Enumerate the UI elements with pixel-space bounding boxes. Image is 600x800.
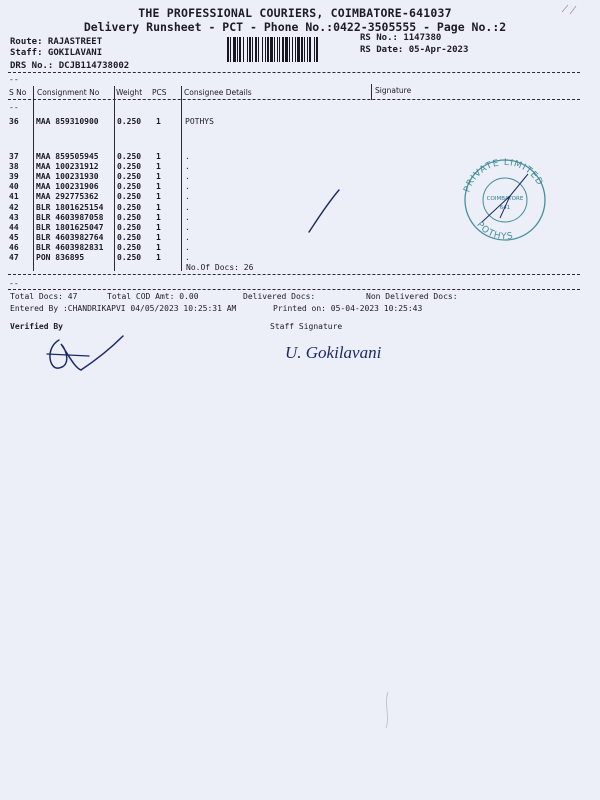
barcode-bar bbox=[230, 37, 231, 62]
row-consignment: MAA 100231912 bbox=[36, 162, 99, 172]
row-consignee: . bbox=[185, 212, 190, 222]
delivered-docs: Delivered Docs: bbox=[243, 292, 316, 301]
row-consignee: . bbox=[185, 253, 190, 262]
row-consignment: MAA 100231906 bbox=[36, 182, 99, 192]
row-weight: 0.250 bbox=[117, 172, 142, 182]
col-consignee: Consignee Details bbox=[184, 88, 252, 97]
row-pcs: 1 bbox=[156, 117, 161, 126]
row-sno: 41 bbox=[9, 192, 19, 202]
barcode-bar bbox=[309, 37, 311, 62]
non-delivered-docs: Non Delivered Docs: bbox=[366, 292, 458, 301]
row-consignment: PON 836895 bbox=[36, 253, 85, 262]
row-consignment: BLR 4603987058 bbox=[36, 212, 104, 222]
row-pcs: 1 bbox=[156, 253, 161, 262]
barcode-bar bbox=[297, 37, 300, 62]
runsheet-title: Delivery Runsheet - PCT - Phone No.:0422-3505555 - Page No.:2 bbox=[83, 20, 507, 34]
barcode-bar bbox=[233, 37, 236, 62]
row-pcs: 1 bbox=[156, 242, 161, 252]
rs-date: RS Date: 05-Apr-2023 bbox=[360, 45, 469, 55]
table-rule bbox=[114, 86, 115, 271]
staff-signature-label: Staff Signature bbox=[270, 322, 343, 331]
row-pcs: 1 bbox=[156, 232, 161, 242]
row-consignment: BLR 1801625154 bbox=[36, 202, 104, 212]
divider bbox=[8, 274, 580, 275]
seal-city: COIMBATORE bbox=[486, 196, 524, 202]
barcode-bar bbox=[227, 37, 229, 62]
row-sno: 47 bbox=[9, 253, 19, 262]
row-pcs: 1 bbox=[156, 172, 161, 182]
company-seal-icon bbox=[450, 152, 560, 242]
row-consignee: . bbox=[185, 182, 190, 192]
barcode-bar bbox=[267, 37, 269, 62]
svg-text:PRIVATE LIMITED bbox=[462, 158, 544, 194]
barcode-bar bbox=[301, 37, 303, 62]
row-consignee: . bbox=[185, 232, 190, 242]
svg-text:POTHYS bbox=[474, 220, 514, 242]
staff-label: Staff: GOKILAVANI bbox=[10, 48, 103, 58]
row-consignee: . bbox=[185, 192, 190, 202]
barcode-bar bbox=[258, 37, 259, 62]
staff-signature-icon bbox=[285, 336, 425, 366]
barcode-bar bbox=[249, 37, 251, 62]
row-sno: 45 bbox=[9, 232, 19, 242]
dash-mark: -- bbox=[9, 279, 19, 288]
row-sno: 36 bbox=[9, 117, 19, 126]
row-consignee: . bbox=[185, 222, 190, 232]
divider bbox=[8, 289, 580, 290]
barcode-bar bbox=[277, 37, 278, 62]
row-weight: 0.250 bbox=[117, 242, 142, 252]
barcode-bar bbox=[289, 37, 290, 62]
row-consignee: . bbox=[185, 172, 190, 182]
staff-signature-text: U. Gokilavani bbox=[285, 343, 382, 362]
col-consignment: Consignment No bbox=[37, 88, 100, 97]
row-consignment: MAA 100231930 bbox=[36, 172, 99, 182]
barcode-bar bbox=[274, 37, 275, 62]
row-weight: 0.250 bbox=[117, 202, 142, 212]
seal-pin: 641 bbox=[499, 205, 511, 211]
rs-number: RS No.: 1147380 bbox=[360, 33, 442, 43]
row-consignee: . bbox=[185, 152, 190, 161]
total-docs: Total Docs: 47 bbox=[10, 292, 78, 301]
barcode-bar bbox=[279, 37, 280, 62]
row-pcs: 1 bbox=[156, 192, 161, 202]
seal-top-text: PRIVATE LIMITED bbox=[462, 157, 545, 194]
row-weight: 0.250 bbox=[117, 212, 142, 222]
row-pcs: 1 bbox=[156, 202, 161, 212]
barcode-bar bbox=[262, 37, 263, 62]
row-consignment: BLR 4603982831 bbox=[36, 242, 104, 252]
table-rule bbox=[33, 86, 34, 271]
row-pcs: 1 bbox=[156, 222, 161, 232]
row-consignment: MAA 859505945 bbox=[36, 152, 99, 161]
dash-mark: -- bbox=[9, 75, 19, 84]
row-consignment: BLR 1801625047 bbox=[36, 222, 104, 232]
row-sno: 40 bbox=[9, 182, 19, 192]
verifier-signature-icon bbox=[43, 332, 133, 377]
row-consignment: MAA 859310900 bbox=[36, 117, 99, 126]
barcode-bar bbox=[307, 37, 308, 62]
row-consignee: . bbox=[185, 162, 190, 172]
row-consignee: POTHYS bbox=[185, 117, 214, 126]
row-consignee: . bbox=[185, 242, 190, 252]
row-sno: 39 bbox=[9, 172, 19, 182]
barcode-bar bbox=[316, 37, 318, 62]
row-sno: 42 bbox=[9, 202, 19, 212]
table-rule bbox=[371, 84, 372, 100]
row-consignment: BLR 4603982764 bbox=[36, 232, 104, 242]
row-sno: 44 bbox=[9, 222, 19, 232]
dash-mark: -- bbox=[9, 103, 19, 112]
barcode-bar bbox=[239, 37, 241, 62]
row-consignee: . bbox=[185, 202, 190, 212]
barcode-bar bbox=[292, 37, 293, 62]
col-pcs: PCS bbox=[152, 88, 167, 97]
total-cod: Total COD Amt: 0.00 bbox=[107, 292, 199, 301]
barcode-bar bbox=[295, 37, 296, 62]
seal-side-text: POTHYS bbox=[474, 220, 515, 242]
row-weight: 0.250 bbox=[117, 182, 142, 192]
divider bbox=[8, 99, 580, 100]
barcode-bar bbox=[285, 37, 288, 62]
row-weight: 0.250 bbox=[117, 222, 142, 232]
printed-on: Printed on: 05-04-2023 10:25:43 bbox=[273, 304, 423, 313]
margin-mark-icon bbox=[380, 690, 394, 730]
pen-stroke-icon bbox=[303, 186, 343, 236]
barcode bbox=[227, 37, 355, 62]
barcode-bar bbox=[265, 37, 266, 62]
row-pcs: 1 bbox=[156, 162, 161, 172]
barcode-bar bbox=[304, 37, 305, 62]
divider bbox=[8, 72, 580, 73]
barcode-bar bbox=[247, 37, 248, 62]
route-label: Route: RAJASTREET bbox=[10, 37, 103, 47]
row-pcs: 1 bbox=[156, 152, 161, 161]
barcode-bar bbox=[314, 37, 315, 62]
barcode-bar bbox=[237, 37, 238, 62]
row-sno: 37 bbox=[9, 152, 19, 161]
no-of-docs: No.Of Docs: 26 bbox=[186, 263, 254, 272]
row-weight: 0.250 bbox=[117, 152, 142, 161]
row-consignment: MAA 292775362 bbox=[36, 192, 99, 202]
col-sno: S No bbox=[9, 88, 27, 97]
barcode-bar bbox=[270, 37, 273, 62]
barcode-bar bbox=[252, 37, 253, 62]
col-signature: Signature bbox=[375, 86, 412, 95]
barcode-bar bbox=[255, 37, 257, 62]
row-weight: 0.250 bbox=[117, 117, 142, 126]
entered-by: Entered By :CHANDRIKAPVI 04/05/2023 10:25:31 AM bbox=[10, 304, 237, 313]
row-weight: 0.250 bbox=[117, 192, 142, 202]
col-weight: Weight bbox=[116, 88, 143, 97]
table-rule bbox=[181, 86, 182, 271]
row-weight: 0.250 bbox=[117, 232, 142, 242]
row-sno: 43 bbox=[9, 212, 19, 222]
row-sno: 46 bbox=[9, 242, 19, 252]
drs-number: DRS No.: DCJB114738002 bbox=[10, 61, 130, 71]
verified-by-label: Verified By bbox=[10, 322, 63, 331]
company-title: THE PROFESSIONAL COURIERS, COIMBATORE-641037 bbox=[138, 6, 452, 20]
row-weight: 0.250 bbox=[117, 162, 142, 172]
barcode-bar bbox=[282, 37, 284, 62]
row-pcs: 1 bbox=[156, 212, 161, 222]
row-pcs: 1 bbox=[156, 182, 161, 192]
row-sno: 38 bbox=[9, 162, 19, 172]
barcode-bar bbox=[243, 37, 244, 62]
row-weight: 0.250 bbox=[117, 253, 142, 262]
